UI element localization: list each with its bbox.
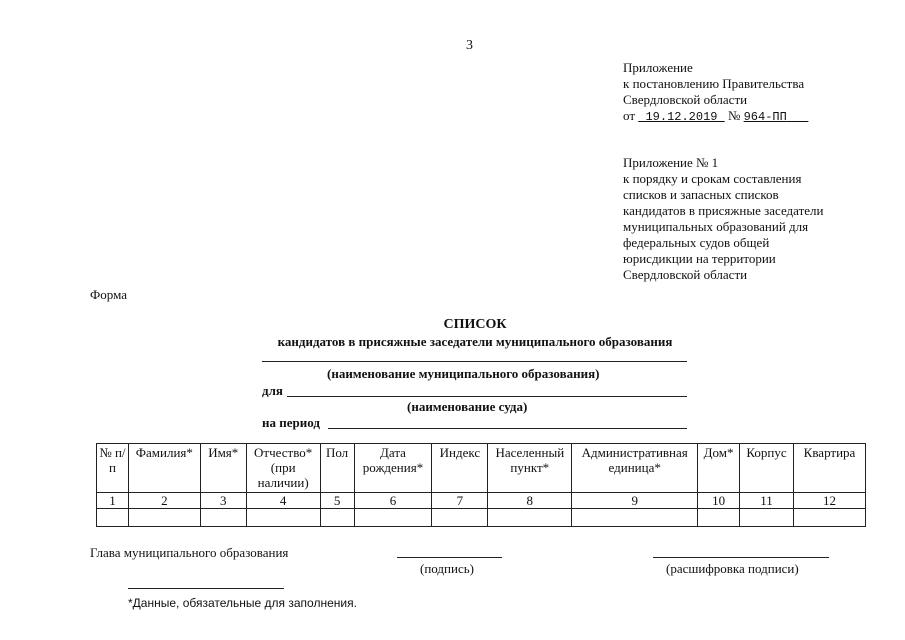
appendix-line: юрисдикции на территории: [623, 251, 776, 266]
number-prefix: №: [727, 108, 741, 123]
column-header: Административная единица*: [572, 444, 698, 493]
court-caption: (наименование суда): [407, 399, 528, 414]
column-header: Отчество* (при наличии): [246, 444, 320, 493]
column-header: Квартира: [794, 444, 866, 493]
municipality-fill-line[interactable]: [262, 361, 687, 362]
footnote: *Данные, обязательные для заполнения.: [128, 596, 357, 610]
table-cell[interactable]: [432, 509, 488, 527]
column-number: 9: [572, 493, 698, 509]
date-prefix: от: [623, 108, 636, 123]
signature-fill-line[interactable]: [397, 557, 502, 558]
table-cell[interactable]: [740, 509, 794, 527]
table-cell[interactable]: [128, 509, 200, 527]
column-header: Пол: [320, 444, 354, 493]
period-fill-line[interactable]: [328, 428, 687, 429]
column-number: 10: [698, 493, 740, 509]
page-number: 3: [466, 38, 473, 53]
footnote-separator: [128, 588, 284, 589]
appendix-order-block: [623, 155, 823, 283]
column-header: № п/п: [97, 444, 129, 493]
table-cell[interactable]: [488, 509, 572, 527]
appendix-line: кандидатов в присяжные заседатели: [623, 203, 824, 218]
resolution-date-line: [623, 108, 808, 125]
table-cell[interactable]: [354, 509, 432, 527]
column-number: 7: [432, 493, 488, 509]
appendix-line: муниципальных образований для: [623, 219, 809, 234]
column-header: Корпус: [740, 444, 794, 493]
column-header: Фамилия*: [128, 444, 200, 493]
column-number: 12: [794, 493, 866, 509]
table-cell[interactable]: [246, 509, 320, 527]
column-number: 11: [740, 493, 794, 509]
appendix-line: федеральных судов общей: [623, 235, 770, 250]
appendix-line: Приложение № 1: [623, 155, 719, 170]
column-header: Индекс: [432, 444, 488, 493]
column-number: 8: [488, 493, 572, 509]
appendix-line: Свердловской области: [623, 92, 748, 107]
column-header: Имя*: [200, 444, 246, 493]
table-cell[interactable]: [698, 509, 740, 527]
for-label: для: [262, 383, 283, 398]
resolution-date: 19.12.2019: [645, 110, 718, 124]
municipality-caption: (наименование муниципального образования): [327, 366, 600, 381]
head-of-municipality-label: Глава муниципального образования: [90, 545, 289, 560]
table-cell[interactable]: [97, 509, 129, 527]
column-number: 1: [97, 493, 129, 509]
column-header: Дата рождения*: [354, 444, 432, 493]
appendix-line: к порядку и срокам составления: [623, 171, 802, 186]
table-cell[interactable]: [320, 509, 354, 527]
column-number: 2: [128, 493, 200, 509]
appendix-line: Свердловской области: [623, 267, 748, 282]
signature-decode-caption: (расшифровка подписи): [666, 561, 799, 576]
signature-caption: (подпись): [420, 561, 474, 576]
period-label: на период: [262, 415, 320, 430]
column-header: Населенный пункт*: [488, 444, 572, 493]
table-cell[interactable]: [200, 509, 246, 527]
candidates-table: [96, 443, 866, 527]
column-number: 6: [354, 493, 432, 509]
column-header: Дом*: [698, 444, 740, 493]
column-number: 5: [320, 493, 354, 509]
appendix-line: Приложение: [623, 60, 693, 75]
table-header-row: [97, 444, 866, 493]
court-fill-line[interactable]: [287, 396, 687, 397]
appendix-line: к постановлению Правительства: [623, 76, 805, 91]
resolution-number: 964-ПП: [743, 110, 787, 124]
table-row-empty[interactable]: [97, 509, 866, 527]
signature-decode-fill-line[interactable]: [653, 557, 829, 558]
appendix-resolution-block: [623, 60, 808, 125]
column-number-row: [97, 493, 866, 509]
form-label: Форма: [90, 287, 127, 302]
column-number: 3: [200, 493, 246, 509]
table-cell[interactable]: [794, 509, 866, 527]
document-title: СПИСОК: [443, 317, 507, 332]
table-cell[interactable]: [572, 509, 698, 527]
document-subtitle: кандидатов в присяжные заседатели муниципального образования: [277, 334, 673, 349]
appendix-line: списков и запасных списков: [623, 187, 779, 202]
column-number: 4: [246, 493, 320, 509]
